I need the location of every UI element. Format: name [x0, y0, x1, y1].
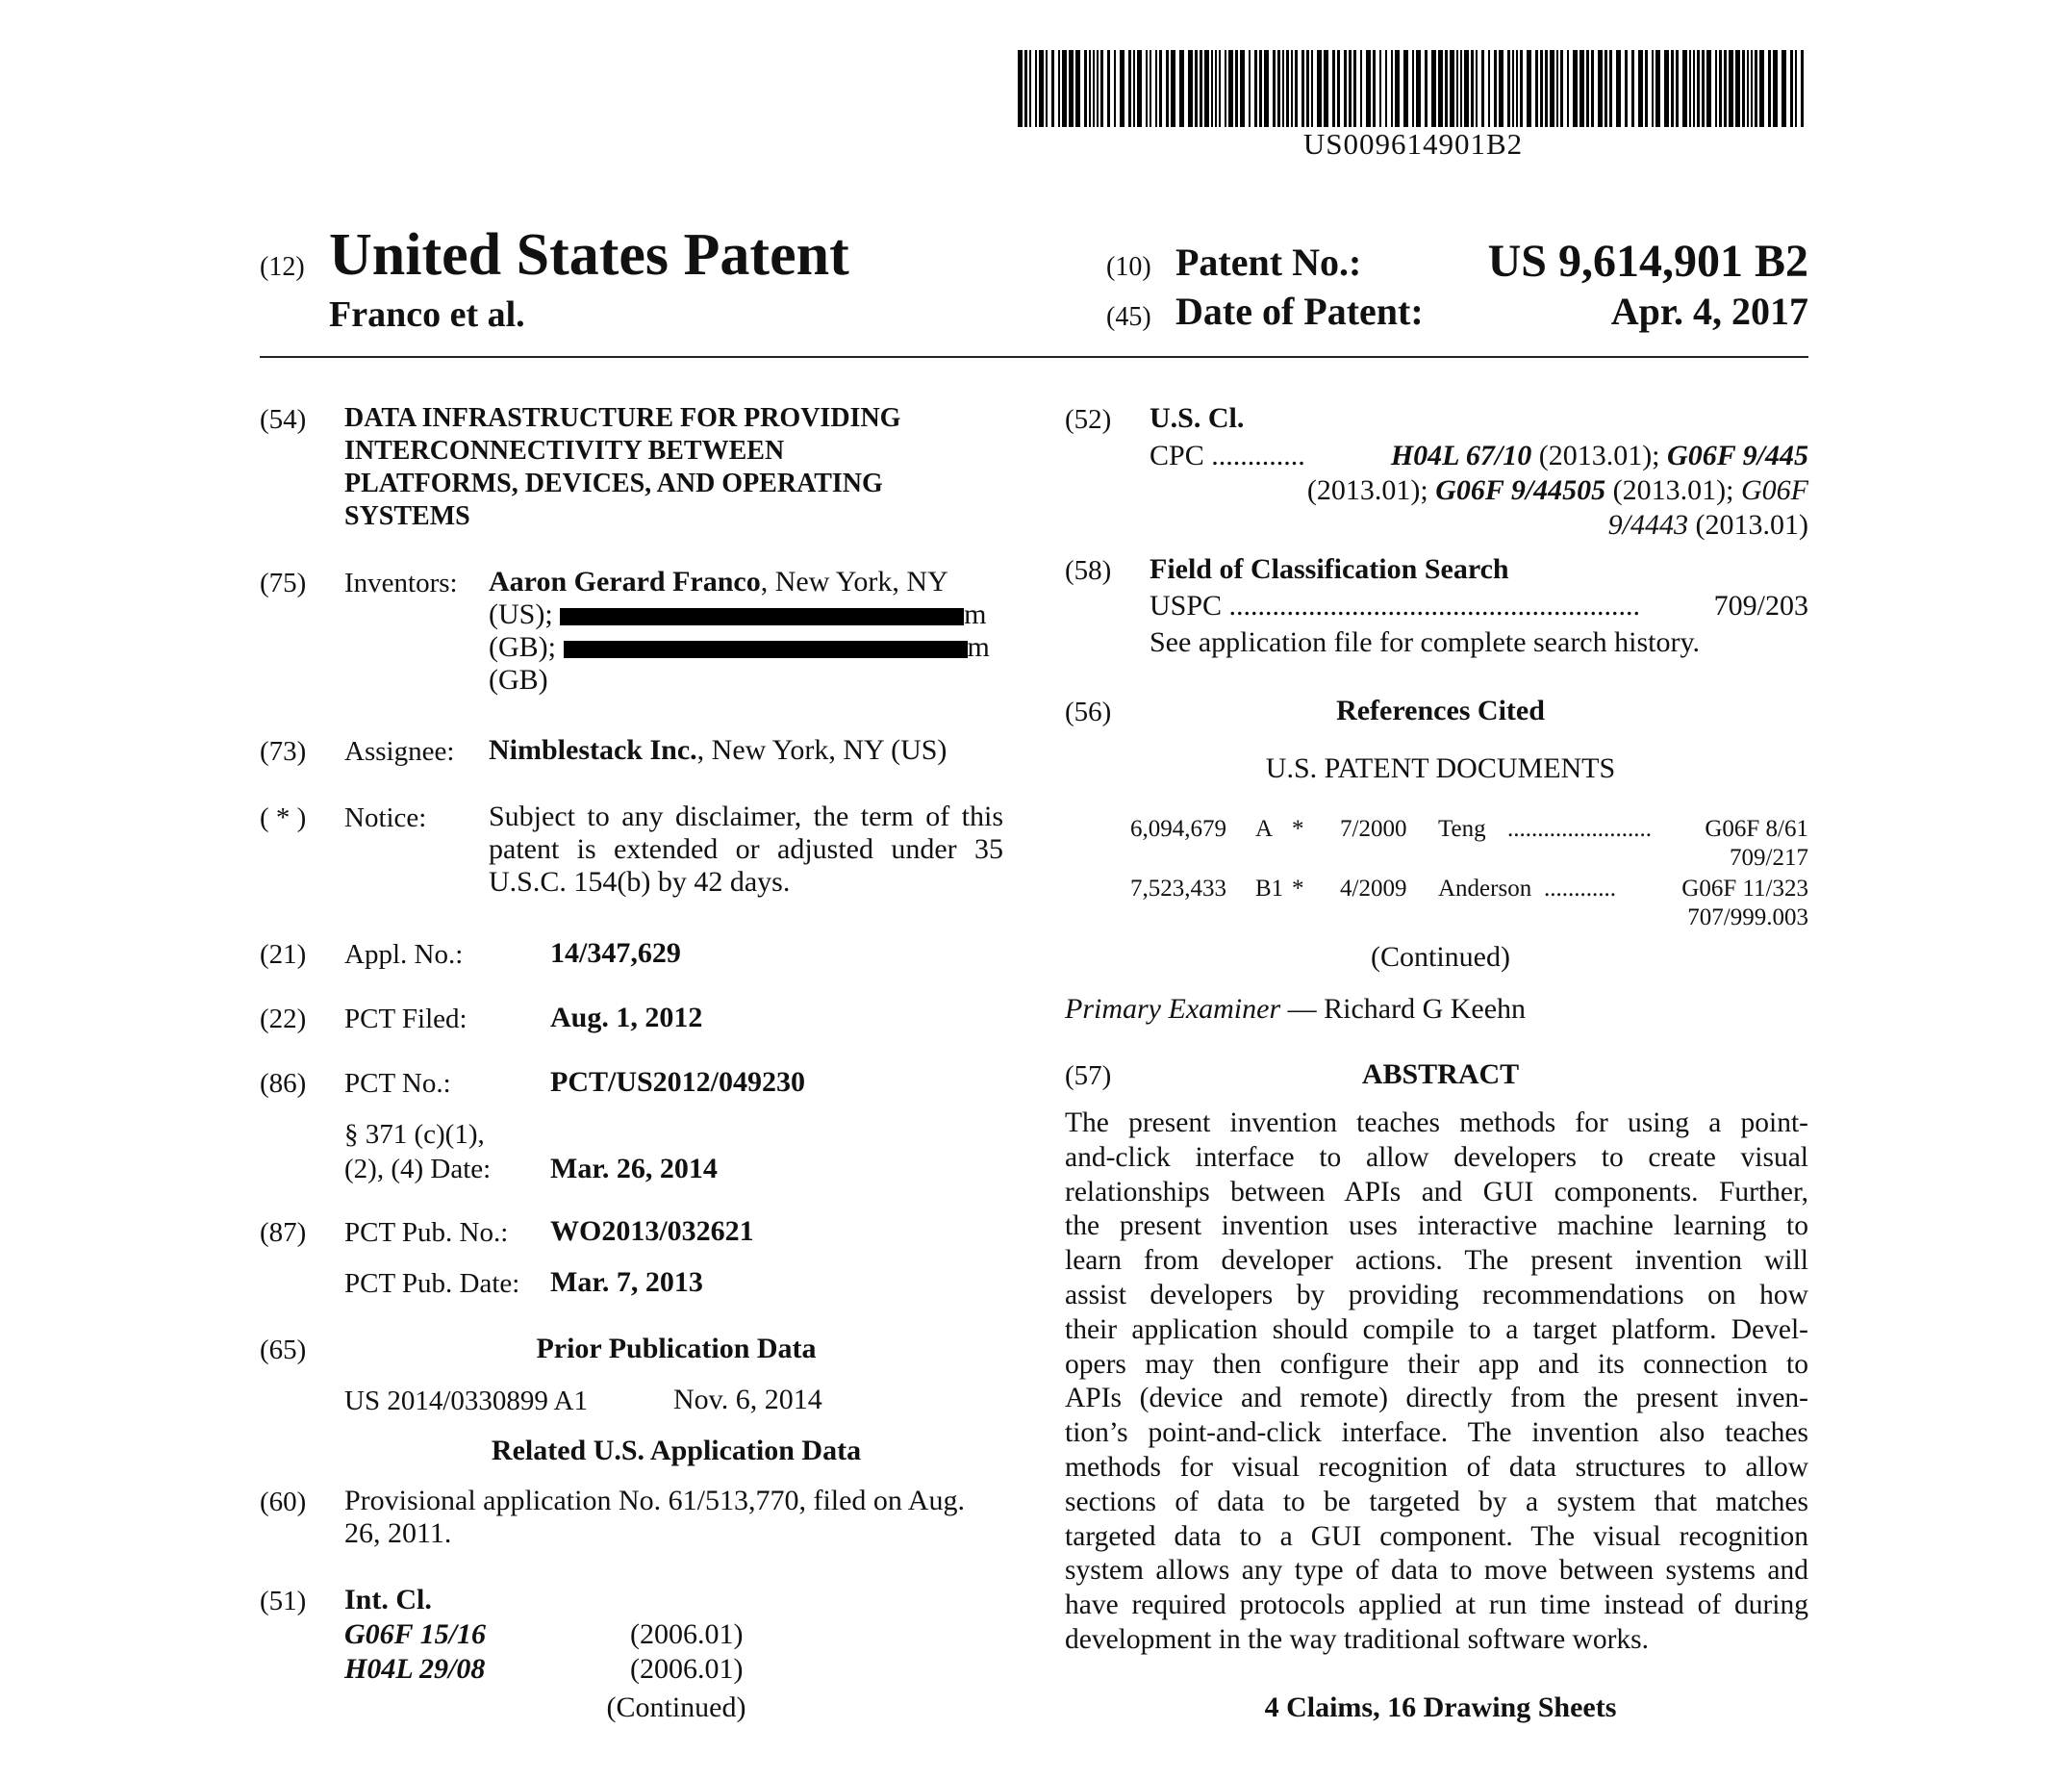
barcode-bar [1476, 50, 1478, 127]
cpc-date: (2013.01); [1538, 440, 1660, 471]
barcode-bar [1058, 50, 1060, 127]
inventor-1-name: Aaron Gerard Franco [489, 566, 761, 598]
uspc-value: 709/203 [1713, 590, 1808, 622]
barcode-bar [1507, 50, 1510, 127]
uspc-label: USPC [1150, 590, 1223, 622]
abstract-line: APIs (device and remote) directly from the present inven- [1065, 1383, 1808, 1414]
barcode-bar [1579, 50, 1584, 127]
provisional-line: 26, 2011. [344, 1517, 452, 1549]
barcode-bar [1573, 50, 1578, 127]
barcode-bar [1416, 50, 1421, 127]
barcode-bar [1215, 50, 1217, 127]
barcode-bar [1385, 50, 1387, 127]
field-search-label: Field of Classification Search [1150, 553, 1509, 585]
patent-no-field-number: (10) [1106, 252, 1151, 282]
us-cl-field-number: (52) [1065, 404, 1112, 435]
assignee-field-number: (73) [260, 736, 307, 767]
abstract-text [1065, 1106, 1808, 1658]
barcode-bar [1249, 50, 1251, 127]
examiner-dash: — [1287, 993, 1317, 1025]
barcode-bar [1527, 50, 1531, 127]
barcode-bar [1039, 50, 1044, 127]
cpc-date: (2013.01); [1306, 474, 1428, 506]
barcode-bar [1425, 50, 1428, 127]
assignee-value [489, 734, 947, 767]
inventor-1-location: , New York, NY [760, 566, 948, 598]
search-history-note: See application file for complete search history. [1150, 626, 1701, 658]
cpc-label: CPC [1150, 440, 1204, 471]
abstract-line: development in the way traditional software works. [1065, 1623, 1650, 1655]
pct-no-value: PCT/US2012/049230 [550, 1066, 806, 1098]
pct-no-label: PCT No.: [344, 1068, 451, 1099]
barcode-bar [1801, 50, 1804, 127]
ref-class: G06F 8/61 [1705, 816, 1808, 842]
date-field-number: (45) [1106, 302, 1151, 332]
inventor-3-country: (GB); [489, 631, 556, 663]
us-cl-label: U.S. Cl. [1150, 402, 1245, 434]
abstract-line: the present invention uses interactive machine learning to [1065, 1210, 1808, 1242]
barcode-bar [1100, 50, 1103, 127]
barcode-bar [1512, 50, 1514, 127]
barcode-bar [1317, 50, 1322, 127]
barcode-bar [1166, 50, 1169, 127]
uspc-leader: ......................................................... [1228, 590, 1641, 622]
barcode-bar [1586, 50, 1589, 127]
barcode-bar [1353, 50, 1356, 127]
barcode-bar [1264, 50, 1269, 127]
appl-no-label: Appl. No.: [344, 939, 464, 970]
barcode-bar [1567, 50, 1569, 127]
barcode-bar [1545, 50, 1548, 127]
barcode-bar [1438, 50, 1443, 127]
barcode-bar [1488, 50, 1490, 127]
barcode-bar [1219, 50, 1221, 127]
section-371-date-value: Mar. 26, 2014 [550, 1153, 718, 1184]
barcode-bar [1773, 50, 1778, 127]
barcode-bar [1735, 50, 1740, 127]
inventor-2-country: (US); [489, 598, 553, 630]
ref-date: 7/2000 [1340, 816, 1407, 842]
barcode-bar [1631, 50, 1634, 127]
barcode-bar [1719, 50, 1722, 127]
barcode-bar [1286, 50, 1289, 127]
pct-filed-label: PCT Filed: [344, 1004, 467, 1034]
abstract-line: The present invention teaches methods for using a point- [1065, 1107, 1808, 1138]
barcode-number: US009614901B2 [1302, 127, 1524, 161]
claims-summary: 4 Claims, 16 Drawing Sheets [1264, 1691, 1617, 1723]
barcode-bar [1605, 50, 1607, 127]
barcode-bar [1550, 50, 1554, 127]
barcode-bar [1204, 50, 1209, 127]
barcode-bar [1159, 50, 1162, 127]
pct-no-field-number: (86) [260, 1068, 307, 1099]
barcode-bar [1616, 50, 1621, 127]
barcode-bar [1645, 50, 1648, 127]
barcode-bar [1188, 50, 1193, 127]
barcode-bar [1781, 50, 1786, 127]
barcode-bar [1171, 50, 1175, 127]
document-title: United States Patent [329, 222, 849, 288]
examiner-label: Primary Examiner [1065, 993, 1281, 1025]
barcode-bar [1431, 50, 1436, 127]
int-cl-label: Int. Cl. [344, 1584, 432, 1615]
barcode-bar [1560, 50, 1563, 127]
barcode-bar [1137, 50, 1142, 127]
int-cl-code: G06F 15/16 [344, 1618, 486, 1650]
ref-class: G06F 11/323 [1681, 876, 1808, 902]
cpc-class: G06F [1741, 474, 1808, 506]
notice-text [489, 801, 1003, 899]
barcode-bar [1652, 50, 1654, 127]
barcode-bar [1379, 50, 1381, 127]
primary-examiner [1065, 993, 1526, 1026]
notice-line: U.S.C. 154(b) by 42 days. [489, 866, 791, 898]
barcode-bar [1337, 50, 1340, 127]
provisional-field-number: (60) [260, 1487, 307, 1517]
barcode-bar [1107, 50, 1110, 127]
ref-class-secondary: 709/217 [1730, 845, 1808, 871]
barcode-bar [1254, 50, 1257, 127]
assignee-label: Assignee: [344, 736, 455, 767]
barcode-bar [1093, 50, 1095, 127]
provisional-text [344, 1485, 1008, 1550]
barcode-bar [1471, 50, 1474, 127]
barcode-bar [1682, 50, 1687, 127]
notice-field-number: ( * ) [260, 802, 307, 833]
barcode-bar [1676, 50, 1679, 127]
barcode-bar [1702, 50, 1705, 127]
abstract-line: have required protocols applied at run time instead of during [1065, 1589, 1808, 1621]
inventors-label: Inventors: [344, 568, 458, 598]
barcode-bar [1069, 50, 1074, 127]
barcode-bar [1751, 50, 1753, 127]
int-cl-code: H04L 29/08 [344, 1653, 486, 1685]
barcode-bar [1535, 50, 1538, 127]
cpc-leader: ............. [1211, 440, 1305, 471]
pct-pub-no-label: PCT Pub. No.: [344, 1217, 509, 1248]
barcode-bar [1259, 50, 1262, 127]
prior-pub-date: Nov. 6, 2014 [673, 1384, 822, 1415]
title-line: SYSTEMS [344, 501, 470, 531]
barcode-bar [1499, 50, 1503, 127]
abstract-line: learn from developer actions. The present invention will [1065, 1245, 1808, 1277]
pct-pub-date-label: PCT Pub. Date: [344, 1268, 520, 1299]
barcode-bar [1311, 50, 1313, 127]
barcode-bar [1591, 50, 1594, 127]
pct-pub-date-value: Mar. 7, 2013 [550, 1266, 703, 1298]
reference-row [1130, 876, 1808, 933]
barcode-bar [1273, 50, 1276, 127]
section-371-date-label: (2), (4) Date: [344, 1154, 492, 1184]
patent-no-label: Patent No.: [1175, 241, 1362, 284]
field-search-number: (58) [1065, 555, 1112, 586]
barcode-bar [1179, 50, 1184, 127]
cpc-class: H04L 67/10 [1390, 440, 1532, 471]
barcode-bar [1228, 50, 1233, 127]
cpc-block [1150, 440, 1808, 542]
references-field-number: (56) [1065, 697, 1112, 727]
abstract-line: opers may then configure their app and its connection to [1065, 1348, 1808, 1380]
title-line: DATA INFRASTRUCTURE FOR PROVIDING [344, 403, 901, 433]
title-field-number: (54) [260, 404, 307, 435]
barcode-bar [1211, 50, 1213, 127]
cpc-date: (2013.01) [1695, 509, 1808, 541]
assignee-name: Nimblestack Inc. [489, 734, 697, 766]
cpc-class: G06F 9/44505 [1435, 474, 1606, 506]
barcode-bar [1556, 50, 1558, 127]
related-app-heading: Related U.S. Application Data [491, 1435, 862, 1466]
ref-class-secondary: 707/999.003 [1687, 904, 1808, 930]
date-of-patent: Apr. 4, 2017 [1610, 290, 1808, 333]
barcode-bar [1146, 50, 1148, 127]
title-line: PLATFORMS, DEVICES, AND OPERATING [344, 469, 883, 498]
barcode-bar [1494, 50, 1497, 127]
barcode-bar [1301, 50, 1304, 127]
barcode-bar [1200, 50, 1202, 127]
barcode-bar [1120, 50, 1124, 127]
barcode-bar [1520, 50, 1523, 127]
appl-no-value: 14/347,629 [550, 937, 681, 969]
abstract-line: tion’s point-and-click interface. The invention also teaches [1065, 1417, 1808, 1449]
barcode-bar [1540, 50, 1543, 127]
prior-pub-field-number: (65) [260, 1335, 307, 1365]
notice-line: Subject to any disclaimer, the term of this [489, 801, 1003, 832]
barcode-bar [1450, 50, 1454, 127]
references-heading: References Cited [1336, 695, 1545, 726]
pct-pub-no-value: WO2013/032621 [550, 1215, 754, 1247]
inventors-block [489, 566, 998, 697]
title-line: INTERCONNECTIVITY BETWEEN [344, 436, 785, 466]
barcode-bar [1460, 50, 1462, 127]
int-cl-date: (2006.01) [630, 1618, 744, 1650]
barcode-bar [1128, 50, 1131, 127]
abstract-heading: ABSTRACT [1361, 1058, 1520, 1090]
abstract-line: sections of data to be targeted by a system that matches [1065, 1486, 1808, 1517]
barcode-bar [1282, 50, 1284, 127]
inventor-3-country: (GB) [489, 664, 548, 696]
barcode-bar [1344, 50, 1347, 127]
barcode-bar [1729, 50, 1733, 127]
int-cl-field-number: (51) [260, 1586, 307, 1616]
barcode-bar [1277, 50, 1280, 127]
assignee-location: , New York, NY (US) [696, 734, 948, 766]
barcode-bar [1790, 50, 1793, 127]
notice-label: Notice: [344, 802, 427, 833]
ref-star: * [1292, 876, 1304, 902]
barcode-bar [1768, 50, 1771, 127]
cpc-date: (2013.01); [1612, 474, 1734, 506]
cpc-class: 9/4443 [1607, 509, 1689, 541]
authors: Franco et al. [329, 294, 525, 335]
barcode-bar [1332, 50, 1335, 127]
barcode-bar [1403, 50, 1408, 127]
barcode-bar [1291, 50, 1293, 127]
barcode-bar [1742, 50, 1745, 127]
barcode-bar [1689, 50, 1691, 127]
inventor-3-location-tail: m [967, 631, 990, 663]
abstract-line: and-click interface to allow developers to create visual [1065, 1141, 1808, 1173]
ref-leader: ............ [1544, 876, 1616, 902]
pct-filed-value: Aug. 1, 2012 [550, 1002, 703, 1033]
barcode-bar [1366, 50, 1371, 127]
barcode-bar [1795, 50, 1797, 127]
barcode-bar [1655, 50, 1660, 127]
barcode-bar [1373, 50, 1376, 127]
ref-number: 7,523,433 [1130, 876, 1226, 902]
barcode-bar [1035, 50, 1037, 127]
barcode-bar [1084, 50, 1087, 127]
appl-no-field-number: (21) [260, 939, 307, 970]
redaction-bar [560, 608, 964, 625]
barcode-bar [1445, 50, 1448, 127]
barcode-bar [1693, 50, 1695, 127]
us-patent-docs-heading: U.S. PATENT DOCUMENTS [1265, 752, 1616, 784]
pct-filed-field-number: (22) [260, 1004, 307, 1034]
ref-name: Anderson [1438, 876, 1532, 902]
barcode-bar [1051, 50, 1054, 127]
provisional-line: Provisional application No. 61/513,770, filed on Aug. [344, 1485, 965, 1516]
barcode-bar [1155, 50, 1157, 127]
header-divider [260, 356, 1808, 358]
barcode-image [1018, 50, 1808, 127]
abstract-line: targeted data to a GUI component. The visual recognition [1065, 1520, 1808, 1552]
barcode-bar [1295, 50, 1298, 127]
barcode-bar [1598, 50, 1603, 127]
ref-number: 6,094,679 [1130, 816, 1226, 842]
barcode-bar [1349, 50, 1352, 127]
barcode-bar [1706, 50, 1711, 127]
ref-leader: ........................ [1507, 816, 1652, 842]
barcode-bar [1324, 50, 1328, 127]
barcode-bar [1235, 50, 1238, 127]
abstract-line: their application should compile to a target platform. Devel- [1065, 1313, 1808, 1345]
barcode-bar [1395, 50, 1400, 127]
barcode-bar [1464, 50, 1469, 127]
barcode-bar [1609, 50, 1612, 127]
notice-line: patent is extended or adjusted under 35 [489, 833, 1003, 865]
kind-code-number: (12) [260, 252, 305, 282]
int-cl-continued: (Continued) [606, 1691, 746, 1723]
abstract-line: system allows any type of data to move between systems and [1065, 1555, 1808, 1587]
barcode-bar [1625, 50, 1628, 127]
barcode-bar [1715, 50, 1717, 127]
barcode-bar [1097, 50, 1099, 127]
patent-number: US 9,614,901 B2 [1487, 236, 1808, 287]
abstract-line: relationships between APIs and GUI components. Further, [1065, 1176, 1808, 1208]
pct-pub-field-number: (87) [260, 1217, 307, 1248]
barcode-bar [1075, 50, 1080, 127]
ref-date: 4/2009 [1340, 876, 1407, 902]
barcode-bar [1755, 50, 1757, 127]
abstract-line: assist developers by providing recommendations on how [1065, 1279, 1808, 1310]
references-continued: (Continued) [1371, 941, 1510, 973]
barcode-bar [1360, 50, 1362, 127]
barcode-bar [1697, 50, 1700, 127]
abstract-line: methods for visual recognition of data structures to allow [1065, 1451, 1808, 1483]
section-371-label: § 371 (c)(1), [344, 1119, 485, 1150]
barcode-bar [1029, 50, 1031, 127]
inventors-field-number: (75) [260, 568, 307, 598]
ref-kind: A [1255, 816, 1274, 842]
invention-title [344, 402, 1018, 533]
barcode-bar [1133, 50, 1135, 127]
int-cl-date: (2006.01) [630, 1653, 744, 1685]
redaction-bar [564, 641, 968, 658]
barcode-bar [1046, 50, 1048, 127]
barcode-bar [1664, 50, 1669, 127]
barcode-bar [1225, 50, 1226, 127]
prior-pub-number: US 2014/0330899 A1 [344, 1386, 588, 1416]
barcode-bar [1018, 50, 1023, 127]
examiner-name: Richard G Keehn [1324, 993, 1527, 1025]
ref-kind: B1 [1255, 876, 1284, 902]
barcode-bar [1671, 50, 1674, 127]
barcode-bar [1062, 50, 1067, 127]
barcode-bar [1240, 50, 1245, 127]
uspc-row [1150, 590, 1808, 623]
barcode-bar [1114, 50, 1116, 127]
abstract-field-number: (57) [1065, 1060, 1112, 1091]
prior-pub-heading: Prior Publication Data [536, 1333, 817, 1364]
barcode-bar [1759, 50, 1764, 127]
reference-row [1130, 816, 1808, 874]
inventor-2-location-tail: m [964, 598, 987, 630]
barcode-bar [1391, 50, 1393, 127]
barcode-bar [1150, 50, 1151, 127]
barcode-bar [1516, 50, 1518, 127]
barcode-bar [1456, 50, 1458, 127]
date-of-patent-label: Date of Patent: [1175, 290, 1424, 333]
barcode-bar [1481, 50, 1484, 127]
ref-star: * [1292, 816, 1304, 842]
barcode-bar [1089, 50, 1091, 127]
cpc-class: G06F 9/445 [1667, 440, 1808, 471]
barcode-bar [1195, 50, 1198, 127]
barcode-bar [1024, 50, 1027, 127]
barcode-bar [1306, 50, 1309, 127]
barcode-bar [1747, 50, 1749, 127]
barcode-bar [1412, 50, 1414, 127]
barcode-bar [1724, 50, 1727, 127]
ref-name: Teng [1438, 816, 1486, 842]
barcode-bar [1638, 50, 1643, 127]
